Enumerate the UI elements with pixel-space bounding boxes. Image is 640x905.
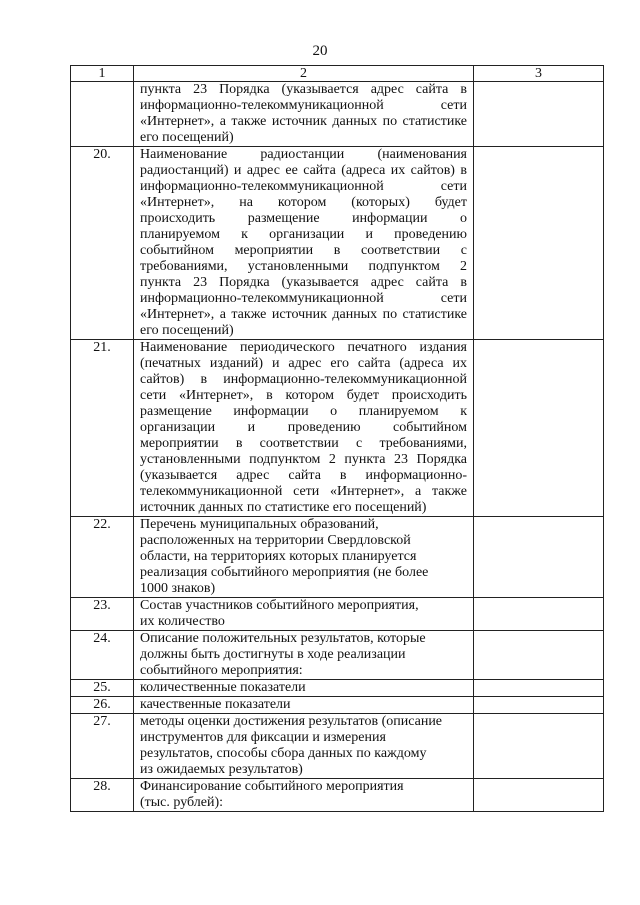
description-line: (печатных изданий) и адрес его сайта (адреса их <box>140 356 467 371</box>
description-line: (указывается адрес сайта в информационно- <box>140 468 467 483</box>
description-line: инструментов для фиксации и измерения <box>140 730 386 745</box>
description-line: результатов, способы сбора данных по каждому <box>140 746 427 761</box>
row-number: 28. <box>71 779 134 812</box>
row-description <box>134 779 474 812</box>
description-line: количественные показатели <box>140 680 306 695</box>
row-number: 24. <box>71 631 134 680</box>
description-line: сети «Интернет», в котором будет происходить <box>140 388 467 403</box>
row-value-cell[interactable] <box>474 631 604 680</box>
row-description <box>134 631 474 680</box>
row-description <box>134 697 474 714</box>
table-row <box>71 631 604 680</box>
description-line: Описание положительных результатов, которые <box>140 631 426 646</box>
row-description <box>134 598 474 631</box>
table-row <box>71 598 604 631</box>
row-value-cell[interactable] <box>474 714 604 779</box>
row-number: 20. <box>71 147 134 340</box>
table-row <box>71 147 604 340</box>
description-line: пункта 23 Порядка (указывается адрес сайта в <box>140 275 467 290</box>
description-line: реализация событийного мероприятия (не более <box>140 565 429 580</box>
table-row <box>71 779 604 812</box>
description-line: области, на территориях которых планируется <box>140 549 417 564</box>
column-header-2: 2 <box>134 66 474 82</box>
description-line: из ожидаемых результатов) <box>140 762 303 777</box>
description-line: планируемом к организации и проведению <box>140 227 467 242</box>
description-line: пункта 23 Порядка (указывается адрес сайта в <box>140 82 467 97</box>
row-value-cell[interactable] <box>474 147 604 340</box>
row-description <box>134 517 474 598</box>
description-line: Состав участников событийного мероприятия, <box>140 598 419 613</box>
description-line: сайтов) в информационно-телекоммуникационной <box>140 372 467 387</box>
table-row <box>71 340 604 517</box>
row-number: 27. <box>71 714 134 779</box>
row-number: 25. <box>71 680 134 697</box>
row-value-cell[interactable] <box>474 680 604 697</box>
row-value-cell[interactable] <box>474 517 604 598</box>
description-line: «Интернет», а также источник данных по статистике <box>140 114 467 129</box>
description-line: происходить размещение информации о <box>140 211 467 226</box>
row-number: 22. <box>71 517 134 598</box>
description-line: установленными подпунктом 2 пункта 23 Порядка <box>140 452 467 467</box>
description-line: «Интернет», на котором (которых) будет <box>140 195 467 210</box>
row-value-cell[interactable] <box>474 598 604 631</box>
description-line: событийном мероприятии в соответствии с <box>140 243 467 258</box>
table-row <box>71 697 604 714</box>
page-number: 20 <box>312 43 328 59</box>
table-row <box>71 680 604 697</box>
row-description <box>134 340 474 517</box>
table-row <box>71 714 604 779</box>
column-header-3: 3 <box>474 66 604 82</box>
description-line: Финансирование событийного мероприятия <box>140 779 404 794</box>
description-line: 1000 знаков) <box>140 581 216 596</box>
description-line: Наименование радиостанции (наименования <box>140 147 467 162</box>
description-line: методы оценки достижения результатов (описание <box>140 714 443 729</box>
row-value-cell[interactable] <box>474 779 604 812</box>
table-body <box>71 82 604 812</box>
description-line: мероприятии в соответствии с требованиями, <box>140 436 467 451</box>
description-line: событийного мероприятия: <box>140 663 303 678</box>
description-line: информационно-телекоммуникационной сети <box>140 291 467 306</box>
column-header-1: 1 <box>71 66 134 82</box>
description-line: (тыс. рублей): <box>140 795 224 810</box>
description-line: размещение информации о планируемом к <box>140 404 467 419</box>
description-line: требованиями, установленными подпунктом 2 <box>140 259 467 274</box>
row-value-cell[interactable] <box>474 340 604 517</box>
row-number <box>71 82 134 147</box>
row-number: 21. <box>71 340 134 517</box>
table-row <box>71 82 604 147</box>
description-line: Наименование периодического печатного издания <box>140 340 467 355</box>
description-line: радиостанций) и адрес ее сайта (адреса их сайтов) в <box>140 163 467 178</box>
row-description <box>134 147 474 340</box>
row-value-cell[interactable] <box>474 697 604 714</box>
description-line: его посещений) <box>140 130 234 145</box>
row-number: 23. <box>71 598 134 631</box>
table-row <box>71 517 604 598</box>
description-line: информационно-телекоммуникационной сети <box>140 98 467 113</box>
description-line: «Интернет», а также источник данных по статистике <box>140 307 467 322</box>
row-description <box>134 82 474 147</box>
description-line: организации и проведению событийном <box>140 420 467 435</box>
row-description <box>134 680 474 697</box>
row-number: 26. <box>71 697 134 714</box>
form-table <box>70 65 604 812</box>
table-header-row <box>71 66 604 82</box>
description-line: расположенных на территории Свердловской <box>140 533 411 548</box>
description-line: источник данных по статистике его посещений) <box>140 500 427 515</box>
row-description <box>134 714 474 779</box>
description-line: его посещений) <box>140 323 234 338</box>
description-line: качественные показатели <box>140 697 291 712</box>
description-line: информационно-телекоммуникационной сети <box>140 179 467 194</box>
description-line: их количество <box>140 614 225 629</box>
description-line: телекоммуникационной сети «Интернет», а также <box>140 484 467 499</box>
row-value-cell[interactable] <box>474 82 604 147</box>
description-line: Перечень муниципальных образований, <box>140 517 379 532</box>
description-line: должны быть достигнуты в ходе реализации <box>140 647 406 662</box>
